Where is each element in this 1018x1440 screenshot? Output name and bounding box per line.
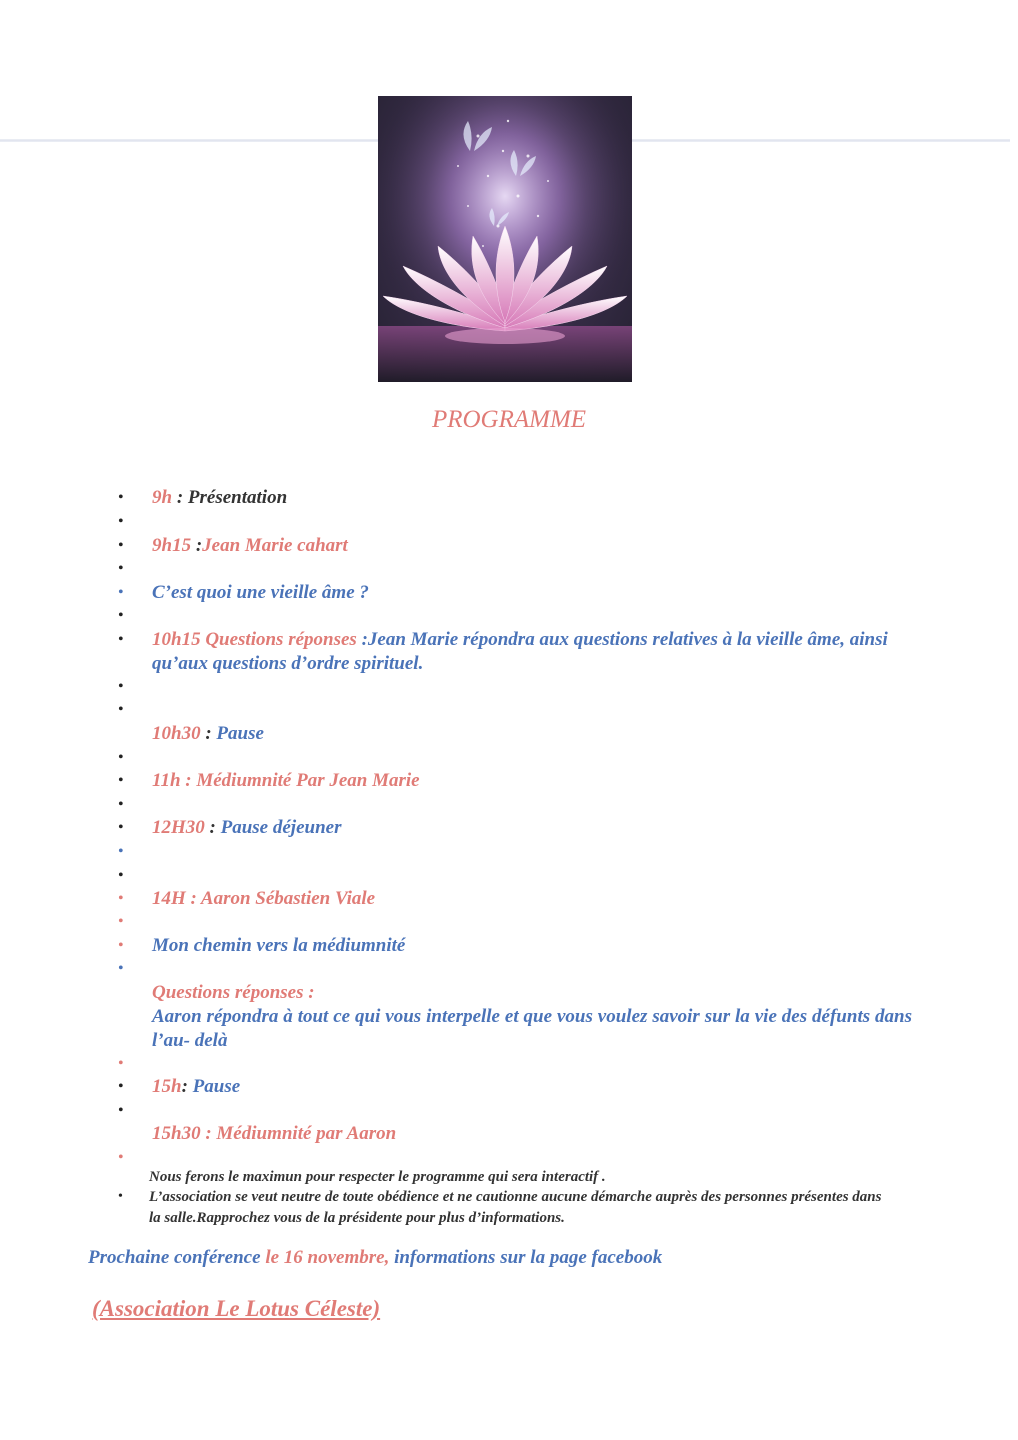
lotus-image — [378, 96, 632, 382]
item-separator: : — [191, 535, 203, 556]
next-conference — [88, 1246, 662, 1270]
program-item-speaker — [152, 534, 348, 558]
bullet-marker: • — [118, 678, 124, 695]
program-item-lunch — [152, 816, 341, 840]
item-time: 9h — [152, 487, 173, 508]
item-time: 9h15 — [152, 535, 192, 556]
bullet-marker: • — [118, 890, 124, 907]
program-item-pause — [152, 722, 264, 746]
footer-part-3: informations sur la page facebook — [389, 1247, 663, 1268]
bullet-marker: • — [118, 1055, 124, 1072]
note-line-association: L’association se veut neutre de toute obédience et ne cautionne aucune démarche auprès des personnes présentes dans la salle.Rapprochez vous de la présidente pour plus d’informations. — [149, 1189, 882, 1226]
program-item-mediumship-2: 15h30 : Médiumnité par Aaron — [152, 1123, 397, 1144]
bullet-marker: • — [118, 960, 124, 977]
program-item-questions-2 — [152, 981, 912, 1053]
bullet-marker: • — [118, 796, 124, 813]
bullet-marker: • — [118, 772, 124, 789]
program-item-speaker-2: 14H : Aaron Sébastien Viale — [152, 888, 376, 909]
bullet-marker: • — [118, 1189, 123, 1204]
program-item-topic-2: Mon chemin vers la médiumnité — [152, 935, 406, 956]
program-item-presentation — [152, 486, 287, 510]
association-name: (Association Le Lotus Céleste) — [92, 1296, 381, 1321]
bullet-marker: • — [118, 513, 124, 530]
bullet-marker: • — [118, 560, 124, 577]
item-text: Pause — [216, 723, 264, 744]
item-text: Jean Marie répondra aux questions relatives à la vieille âme, ainsi qu’aux questions d’ordre spirituel. — [152, 629, 888, 674]
item-time: 12H30 — [152, 817, 205, 838]
footer-date: le 16 novembre, — [265, 1247, 390, 1268]
program-item-questions — [152, 628, 912, 676]
item-text: Pause déjeuner — [220, 817, 342, 838]
bullet-marker: • — [118, 584, 124, 601]
bullet-marker: • — [118, 1149, 124, 1166]
item-time: 15h — [152, 1076, 182, 1097]
note-line-program: Nous ferons le maximun pour respecter le programme qui sera interactif . — [149, 1169, 606, 1185]
bullet-marker: • — [118, 819, 124, 836]
bullet-marker: • — [118, 701, 124, 718]
item-time: 10h15 Questions réponses — [152, 629, 357, 650]
item-text: Aaron répondra à tout ce qui vous interpelle et que vous voulez savoir sur la vie des défunts dans l’au- delà — [152, 1006, 912, 1051]
program-item-topic: C’est quoi une vieille âme ? — [152, 582, 369, 603]
item-separator: : — [181, 1076, 193, 1097]
bullet-marker: • — [118, 1078, 124, 1095]
bullet-marker: • — [118, 913, 124, 930]
item-text: Pause — [192, 1076, 241, 1097]
item-separator: : — [356, 629, 368, 650]
bullet-marker: • — [118, 749, 124, 766]
bullet-marker: • — [118, 607, 124, 624]
program-item-mediumship: 11h : Médiumnité Par Jean Marie — [152, 770, 420, 791]
bullet-marker: • — [118, 843, 124, 860]
bullet-marker: • — [118, 937, 124, 954]
footer-part-1: Prochaine conférence — [88, 1247, 266, 1268]
bullet-marker: • — [118, 867, 124, 884]
program-item-pause-2 — [152, 1075, 240, 1099]
bullet-marker: • — [118, 631, 124, 648]
item-separator: : — [172, 487, 188, 508]
item-time: 10h30 — [152, 723, 201, 744]
item-text: Jean Marie cahart — [202, 535, 348, 556]
item-text: Présentation — [187, 487, 288, 508]
bullet-marker: • — [118, 489, 124, 506]
item-label: Questions réponses : — [152, 982, 315, 1003]
page-title: PROGRAMME — [431, 406, 587, 433]
lotus-flower-icon — [378, 96, 632, 382]
item-separator: : — [200, 723, 217, 744]
item-separator: : — [204, 817, 221, 838]
bullet-marker: • — [118, 1102, 124, 1119]
bullet-marker: • — [118, 537, 124, 554]
